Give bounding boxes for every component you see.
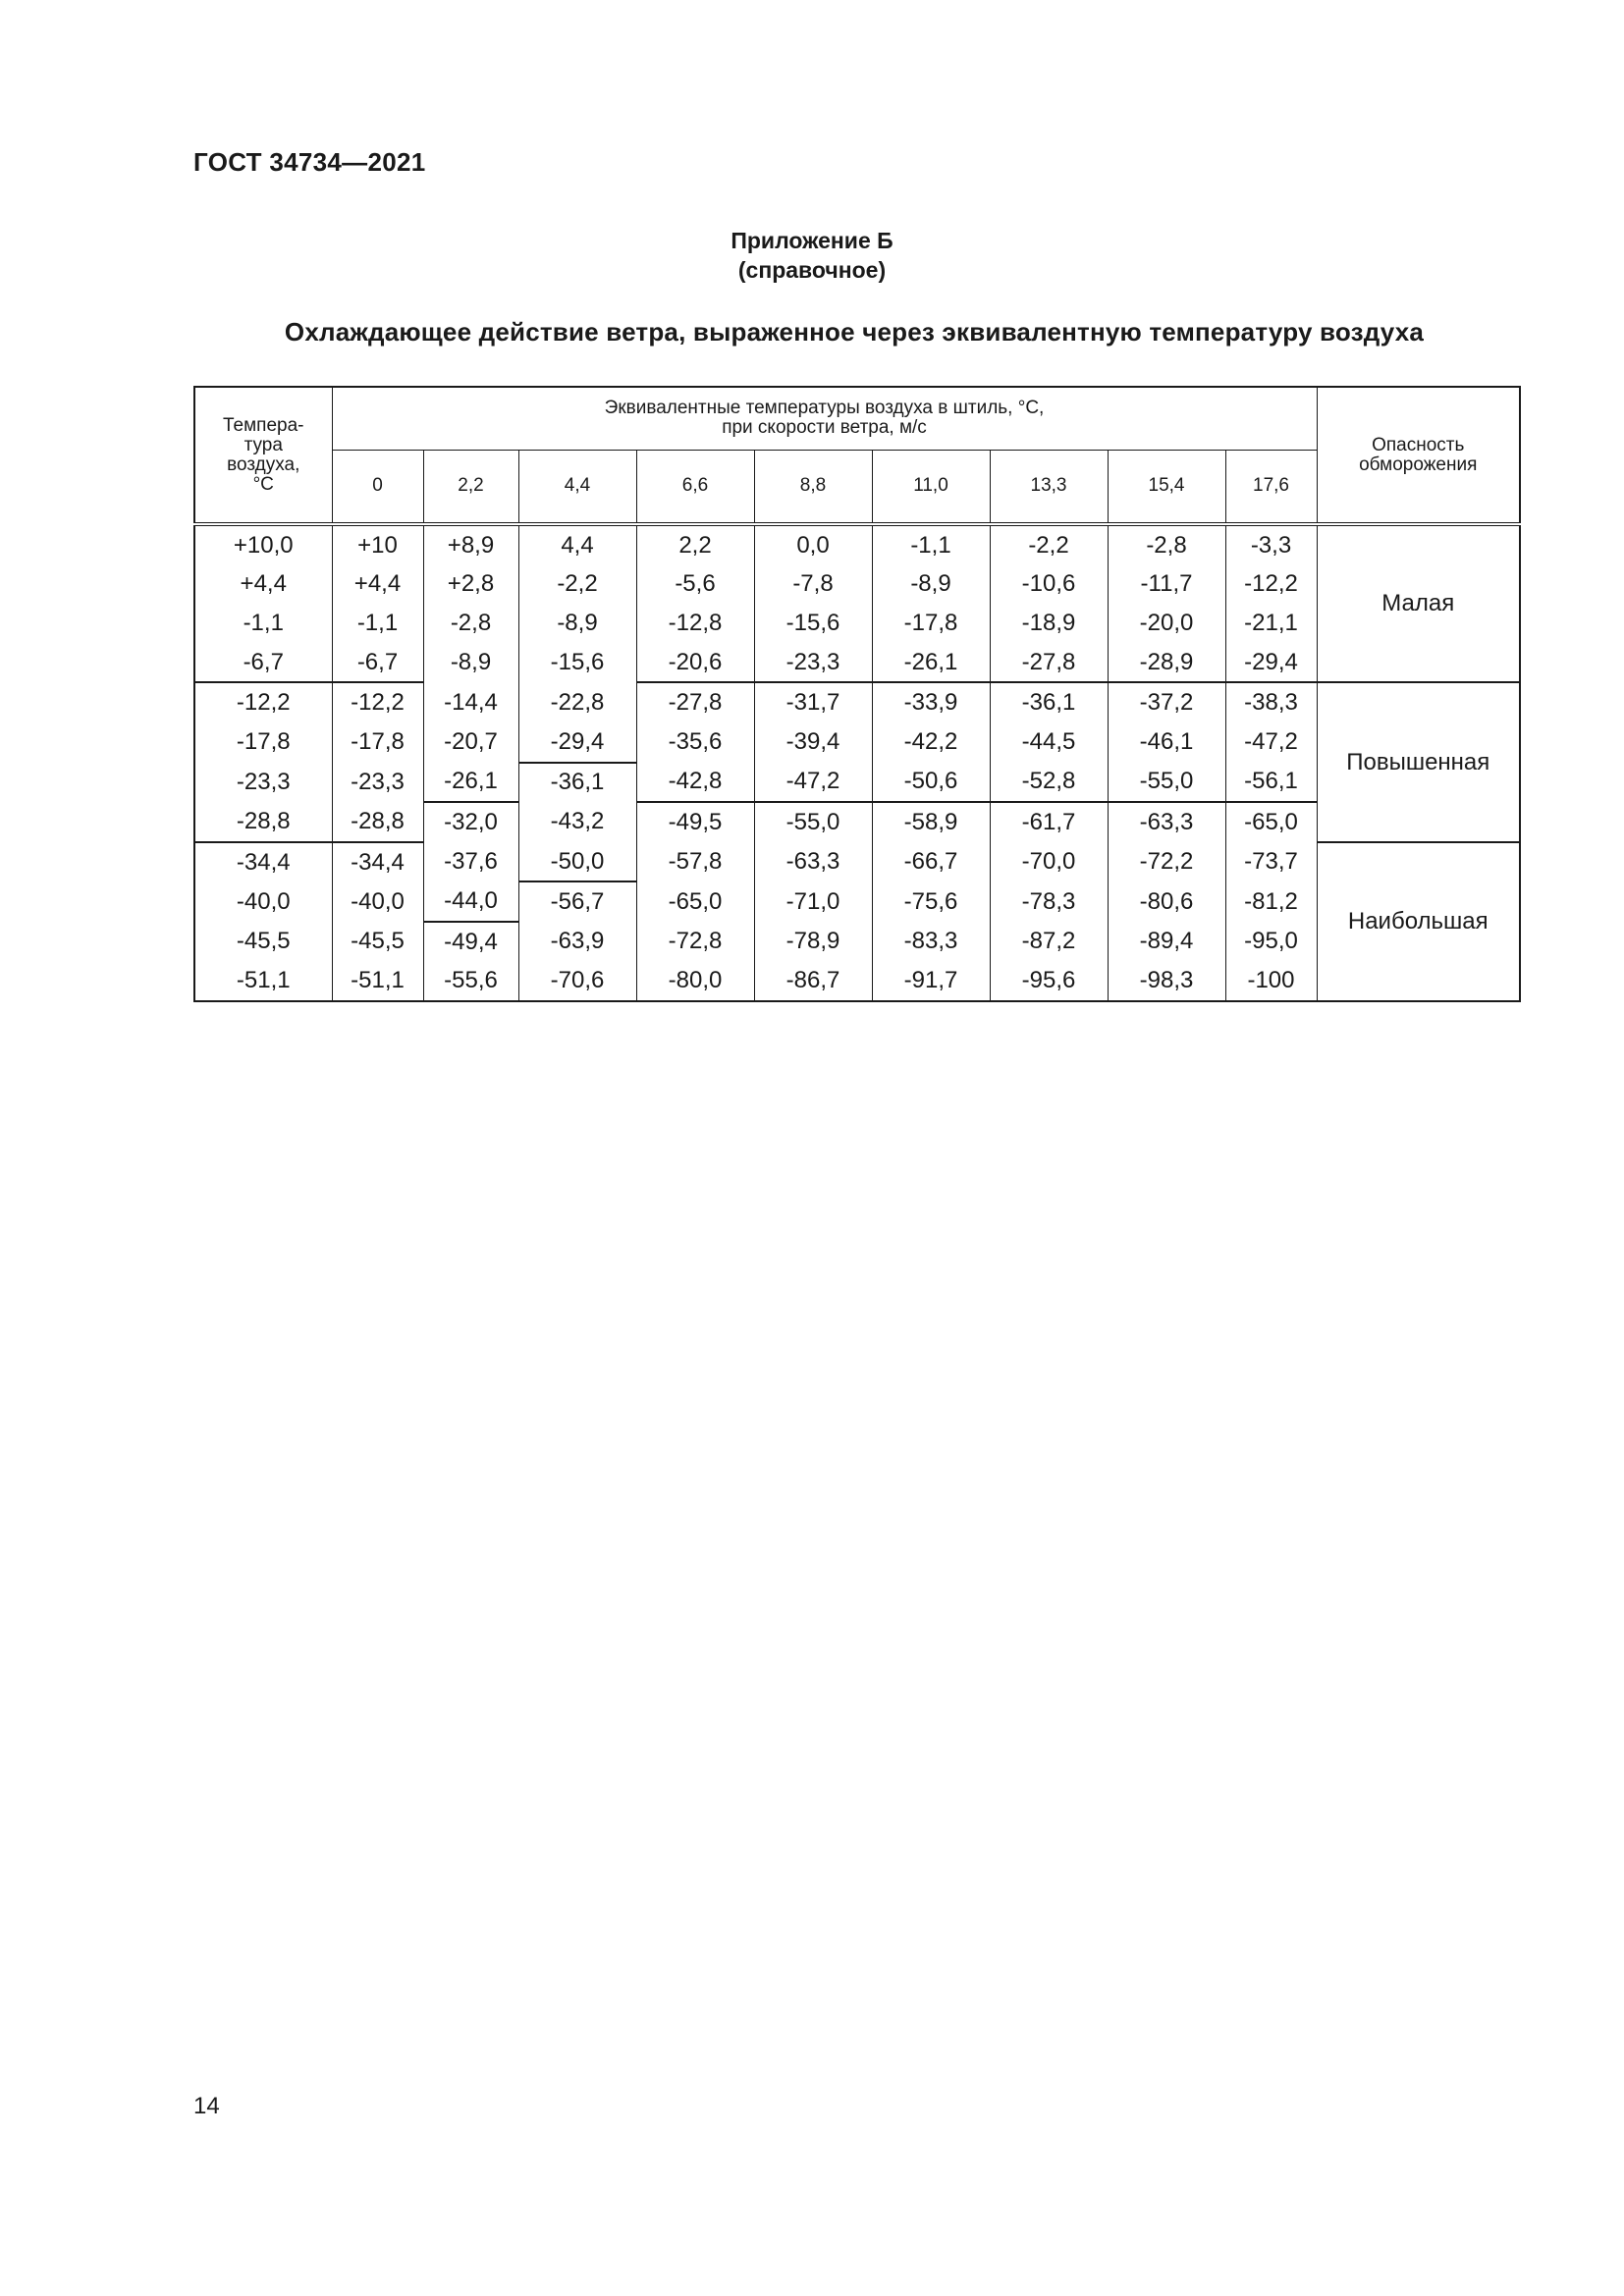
equivalent-temperature-cell: -22,8 — [518, 682, 636, 722]
equivalent-temperature-cell: -65,0 — [636, 881, 754, 922]
equivalent-temperature-cell: -49,4 — [423, 922, 518, 962]
equivalent-temperature-cell: 0,0 — [754, 524, 872, 565]
air-temperature-cell: -23,3 — [194, 763, 332, 803]
air-temperature-cell: +10,0 — [194, 524, 332, 565]
equivalent-temperature-cell: -3,3 — [1225, 524, 1317, 565]
wind-speed-header: 13,3 — [990, 450, 1108, 524]
header-line: Опасность — [1372, 434, 1465, 455]
equivalent-temperature-cell: -72,8 — [636, 922, 754, 962]
air-temperature-cell: -51,1 — [194, 962, 332, 1002]
equivalent-temperature-cell: -55,0 — [1108, 763, 1225, 803]
equivalent-temperature-cell: -80,0 — [636, 962, 754, 1002]
equivalent-temperature-cell: -89,4 — [1108, 922, 1225, 962]
header-line: Эквивалентные температуры воздуха в штиль, °C, — [604, 398, 1045, 419]
wind-speed-header: 17,6 — [1225, 450, 1317, 524]
equivalent-temperature-cell: -91,7 — [872, 962, 990, 1002]
equivalent-temperature-cell: -98,3 — [1108, 962, 1225, 1002]
equivalent-temperature-cell: -39,4 — [754, 722, 872, 763]
equivalent-temperature-cell: -35,6 — [636, 722, 754, 763]
equivalent-temperature-cell: -36,1 — [990, 682, 1108, 722]
equivalent-temperature-cell: -34,4 — [332, 842, 423, 882]
frostbite-risk-cell: Малая — [1317, 524, 1520, 682]
wind-speed-header: 8,8 — [754, 450, 872, 524]
equivalent-temperature-cell: -21,1 — [1225, 604, 1317, 643]
table-row — [194, 524, 1520, 565]
equivalent-temperature-cell: -20,0 — [1108, 604, 1225, 643]
equivalent-temperature-cell: 4,4 — [518, 524, 636, 565]
equivalent-temperature-cell: -17,8 — [872, 604, 990, 643]
air-temperature-cell: -6,7 — [194, 643, 332, 683]
equivalent-temperature-cell: -17,8 — [332, 722, 423, 763]
equivalent-temperature-cell: -2,8 — [423, 604, 518, 643]
equivalent-temperature-cell: -28,9 — [1108, 643, 1225, 683]
header-line: при скорости ветра, м/с — [722, 417, 927, 439]
equivalent-temperature-cell: -5,6 — [636, 565, 754, 605]
equivalent-temperature-cell: +8,9 — [423, 524, 518, 565]
wind-speed-header: 11,0 — [872, 450, 990, 524]
equivalent-temperature-cell: -37,2 — [1108, 682, 1225, 722]
equivalent-temperature-cell: -15,6 — [754, 604, 872, 643]
wind-speed-header: 15,4 — [1108, 450, 1225, 524]
equivalent-temperature-cell: -58,9 — [872, 802, 990, 842]
equivalent-temperature-cell: -26,1 — [872, 643, 990, 683]
document-title: Охлаждающее действие ветра, выраженное через эквивалентную температуру воздуха — [284, 317, 1425, 347]
equivalent-temperature-cell: -56,7 — [518, 881, 636, 922]
equivalent-temperature-cell: -31,7 — [754, 682, 872, 722]
table-row — [194, 842, 1520, 882]
equivalent-temperature-cell: -40,0 — [332, 881, 423, 922]
equivalent-temperature-cell: -100 — [1225, 962, 1317, 1002]
equivalent-temperature-cell: -28,8 — [332, 802, 423, 842]
equivalent-temperature-cell: -7,8 — [754, 565, 872, 605]
equivalent-temperature-cell: -95,0 — [1225, 922, 1317, 962]
equivalent-temperature-cell: -33,9 — [872, 682, 990, 722]
equivalent-temperature-cell: -44,5 — [990, 722, 1108, 763]
appendix-title: Приложение Б — [731, 228, 893, 253]
frostbite-risk-cell: Наибольшая — [1317, 842, 1520, 1001]
equivalent-temperature-cell: -15,6 — [518, 643, 636, 683]
equivalent-temperature-cell: -70,0 — [990, 842, 1108, 882]
equivalent-temperature-cell: -6,7 — [332, 643, 423, 683]
header-line: обморожения — [1359, 454, 1478, 475]
equivalent-temperature-cell: -36,1 — [518, 763, 636, 803]
equivalent-temperature-cell: -20,7 — [423, 722, 518, 763]
wind-speed-header: 4,4 — [518, 450, 636, 524]
wind-speed-header: 0 — [332, 450, 423, 524]
equivalent-temperature-cell: +2,8 — [423, 565, 518, 605]
equivalent-temperature-cell: -63,3 — [754, 842, 872, 882]
equivalent-temperature-cell: -51,1 — [332, 962, 423, 1002]
equivalent-temperature-cell: -1,1 — [332, 604, 423, 643]
equivalent-temperature-cell: -27,8 — [990, 643, 1108, 683]
equivalent-temperature-cell: -29,4 — [1225, 643, 1317, 683]
air-temperature-cell: -17,8 — [194, 722, 332, 763]
equivalent-temperature-cell: -27,8 — [636, 682, 754, 722]
equivalent-temperature-cell: -83,3 — [872, 922, 990, 962]
equivalent-temperature-cell: -1,1 — [872, 524, 990, 565]
air-temperature-cell: -40,0 — [194, 881, 332, 922]
equivalent-temperature-cell: -78,9 — [754, 922, 872, 962]
equivalent-temperature-cell: -2,2 — [990, 524, 1108, 565]
equivalent-temperature-cell: -29,4 — [518, 722, 636, 763]
frostbite-risk-header — [1317, 387, 1520, 524]
header-line: °C — [252, 473, 274, 495]
equivalent-temperature-cell: -45,5 — [332, 922, 423, 962]
appendix-subtitle: (справочное) — [737, 257, 887, 283]
wind-speed-header: 2,2 — [423, 450, 518, 524]
appendix-heading — [0, 226, 1624, 285]
equivalent-temperature-cell: -42,2 — [872, 722, 990, 763]
equivalent-temperature-cell: -23,3 — [332, 763, 423, 803]
air-temperature-cell: -1,1 — [194, 604, 332, 643]
equivalent-temperature-cell: -65,0 — [1225, 802, 1317, 842]
air-temperature-cell: -45,5 — [194, 922, 332, 962]
equivalent-temperature-cell: -8,9 — [423, 643, 518, 683]
equivalent-temperature-cell: 2,2 — [636, 524, 754, 565]
air-temperature-cell: -12,2 — [194, 682, 332, 722]
equivalent-temperature-cell: -57,8 — [636, 842, 754, 882]
equivalent-temperature-cell: -80,6 — [1108, 881, 1225, 922]
header-line: воздуха, — [227, 454, 300, 475]
equivalent-temperature-cell: -47,2 — [1225, 722, 1317, 763]
equivalent-temperature-cell: -70,6 — [518, 962, 636, 1002]
equivalent-temperature-cell: -61,7 — [990, 802, 1108, 842]
equivalent-temperature-cell: -11,7 — [1108, 565, 1225, 605]
header-line: тура — [244, 434, 283, 455]
equivalent-temperature-cell: -8,9 — [872, 565, 990, 605]
equivalent-temperature-cell: -37,6 — [423, 842, 518, 882]
equivalent-temperature-cell: -26,1 — [423, 763, 518, 803]
equivalent-temperature-cell: +10 — [332, 524, 423, 565]
equivalent-temperature-cell: -32,0 — [423, 802, 518, 842]
equivalent-temperature-cell: -73,7 — [1225, 842, 1317, 882]
equivalent-temperature-cell: -23,3 — [754, 643, 872, 683]
wind-chill-table-wrapper — [193, 386, 1521, 1002]
air-temperature-cell: +4,4 — [194, 565, 332, 605]
equivalent-temperature-cell: -66,7 — [872, 842, 990, 882]
equivalent-temperature-cell: -38,3 — [1225, 682, 1317, 722]
equivalent-temperature-cell: +4,4 — [332, 565, 423, 605]
equivalent-temperature-cell: -72,2 — [1108, 842, 1225, 882]
table-row — [194, 682, 1520, 722]
wind-chill-table — [193, 386, 1521, 1002]
equivalent-temperature-cell: -20,6 — [636, 643, 754, 683]
equivalent-temperature-cell: -10,6 — [990, 565, 1108, 605]
equivalent-temperature-cell: -42,8 — [636, 763, 754, 803]
equivalent-temperature-cell: -78,3 — [990, 881, 1108, 922]
equivalent-temperature-cell: -12,2 — [332, 682, 423, 722]
equivalent-temperature-cell: -12,2 — [1225, 565, 1317, 605]
equivalent-temperature-group-header — [332, 387, 1317, 450]
equivalent-temperature-cell: -56,1 — [1225, 763, 1317, 803]
equivalent-temperature-cell: -47,2 — [754, 763, 872, 803]
equivalent-temperature-cell: -55,6 — [423, 962, 518, 1002]
equivalent-temperature-cell: -50,0 — [518, 842, 636, 882]
equivalent-temperature-cell: -43,2 — [518, 802, 636, 842]
air-temperature-cell: -28,8 — [194, 802, 332, 842]
air-temperature-cell: -34,4 — [194, 842, 332, 882]
equivalent-temperature-cell: -46,1 — [1108, 722, 1225, 763]
equivalent-temperature-cell: -86,7 — [754, 962, 872, 1002]
equivalent-temperature-cell: -18,9 — [990, 604, 1108, 643]
equivalent-temperature-cell: -63,3 — [1108, 802, 1225, 842]
equivalent-temperature-cell: -44,0 — [423, 881, 518, 922]
equivalent-temperature-cell: -49,5 — [636, 802, 754, 842]
equivalent-temperature-cell: -8,9 — [518, 604, 636, 643]
header-line: Темпера- — [223, 414, 304, 436]
equivalent-temperature-cell: -75,6 — [872, 881, 990, 922]
frostbite-risk-cell: Повышенная — [1317, 682, 1520, 841]
equivalent-temperature-cell: -2,2 — [518, 565, 636, 605]
equivalent-temperature-cell: -81,2 — [1225, 881, 1317, 922]
equivalent-temperature-cell: -50,6 — [872, 763, 990, 803]
equivalent-temperature-cell: -12,8 — [636, 604, 754, 643]
air-temperature-header — [194, 387, 332, 524]
equivalent-temperature-cell: -52,8 — [990, 763, 1108, 803]
equivalent-temperature-cell: -55,0 — [754, 802, 872, 842]
equivalent-temperature-cell: -95,6 — [990, 962, 1108, 1002]
equivalent-temperature-cell: -63,9 — [518, 922, 636, 962]
wind-speed-header: 6,6 — [636, 450, 754, 524]
equivalent-temperature-cell: -87,2 — [990, 922, 1108, 962]
standard-code: ГОСТ 34734—2021 — [193, 147, 426, 177]
equivalent-temperature-cell: -71,0 — [754, 881, 872, 922]
equivalent-temperature-cell: -2,8 — [1108, 524, 1225, 565]
equivalent-temperature-cell: -14,4 — [423, 682, 518, 722]
page-number: 14 — [193, 2093, 220, 2119]
